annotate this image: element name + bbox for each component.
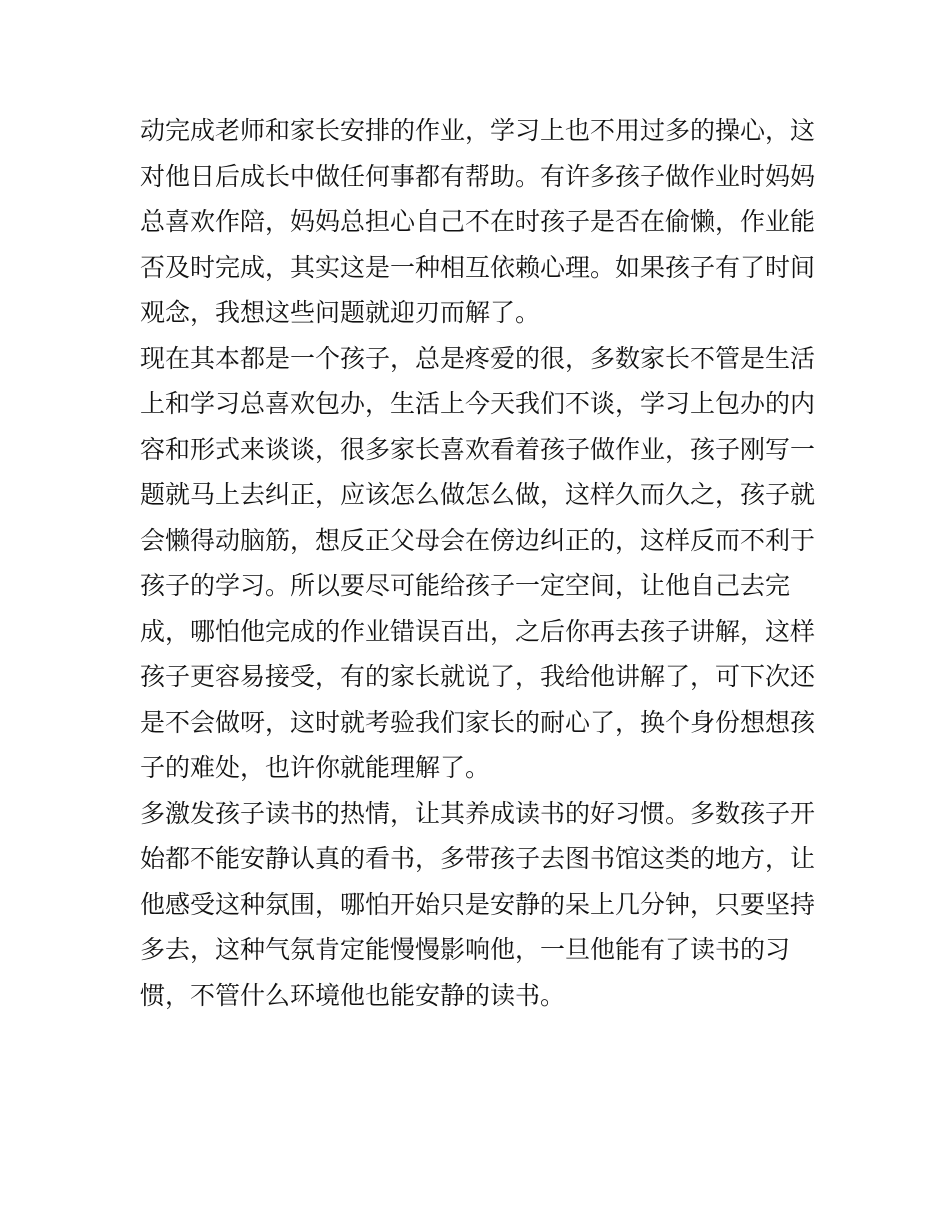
text-line: 对他日后成长中做任何事都有帮助。有许多孩子做作业时妈妈 (140, 161, 816, 191)
text-line: 惯，不管什么环境他也能安静的读书。 (140, 980, 566, 1010)
text-line: 总喜欢作陪，妈妈总担心自己不在时孩子是否在偷懒，作业能 (140, 207, 816, 236)
paragraph-2 (140, 336, 820, 791)
text-line: 题就马上去纠正，应该怎么做怎么做，这样久而久之，孩子就 (140, 480, 816, 509)
text-line: 多去，这种气氛肯定能慢慢影响他，一旦他能有了读书的习 (140, 935, 791, 964)
text-line: 会懒得动脑筋，想反正父母会在傍边纠正的，这样反而不利于 (140, 525, 816, 555)
text-line: 否及时完成，其实这是一种相互依赖心理。如果孩子有了时间 (140, 252, 816, 282)
text-line: 成，哪怕他完成的作业错误百出，之后你再去孩子讲解，这样 (140, 616, 816, 646)
document-body (140, 108, 820, 1018)
text-line: 动完成老师和家长安排的作业，学习上也不用过多的操心，这 (140, 116, 816, 145)
text-line: 现在其本都是一个孩子，总是疼爱的很，多数家长不管是生活 (140, 343, 816, 373)
text-line: 容和形式来谈谈，很多家长喜欢看着孩子做作业，孩子刚写一 (140, 434, 816, 464)
text-line: 孩子的学习。所以要尽可能给孩子一定空间，让他自己去完 (140, 571, 791, 600)
paragraph-3 (140, 791, 820, 1019)
text-line: 他感受这种氛围，哪怕开始只是安静的呆上几分钟，只要坚持 (140, 889, 816, 919)
text-line: 观念，我想这些问题就迎刃而解了。 (140, 298, 541, 327)
paragraph-1 (140, 108, 820, 336)
text-line: 子的难处，也许你就能理解了。 (140, 753, 491, 782)
text-line: 孩子更容易接受，有的家长就说了，我给他讲解了，可下次还 (140, 662, 816, 691)
text-line: 上和学习总喜欢包办，生活上今天我们不谈，学习上包办的内 (140, 389, 816, 418)
text-line: 始都不能安静认真的看书，多带孩子去图书馆这类的地方，让 (140, 844, 816, 873)
text-line: 是不会做呀，这时就考验我们家长的耐心了，换个身份想想孩 (140, 707, 816, 737)
text-line: 多激发孩子读书的热情，让其养成读书的好习惯。多数孩子开 (140, 798, 816, 828)
